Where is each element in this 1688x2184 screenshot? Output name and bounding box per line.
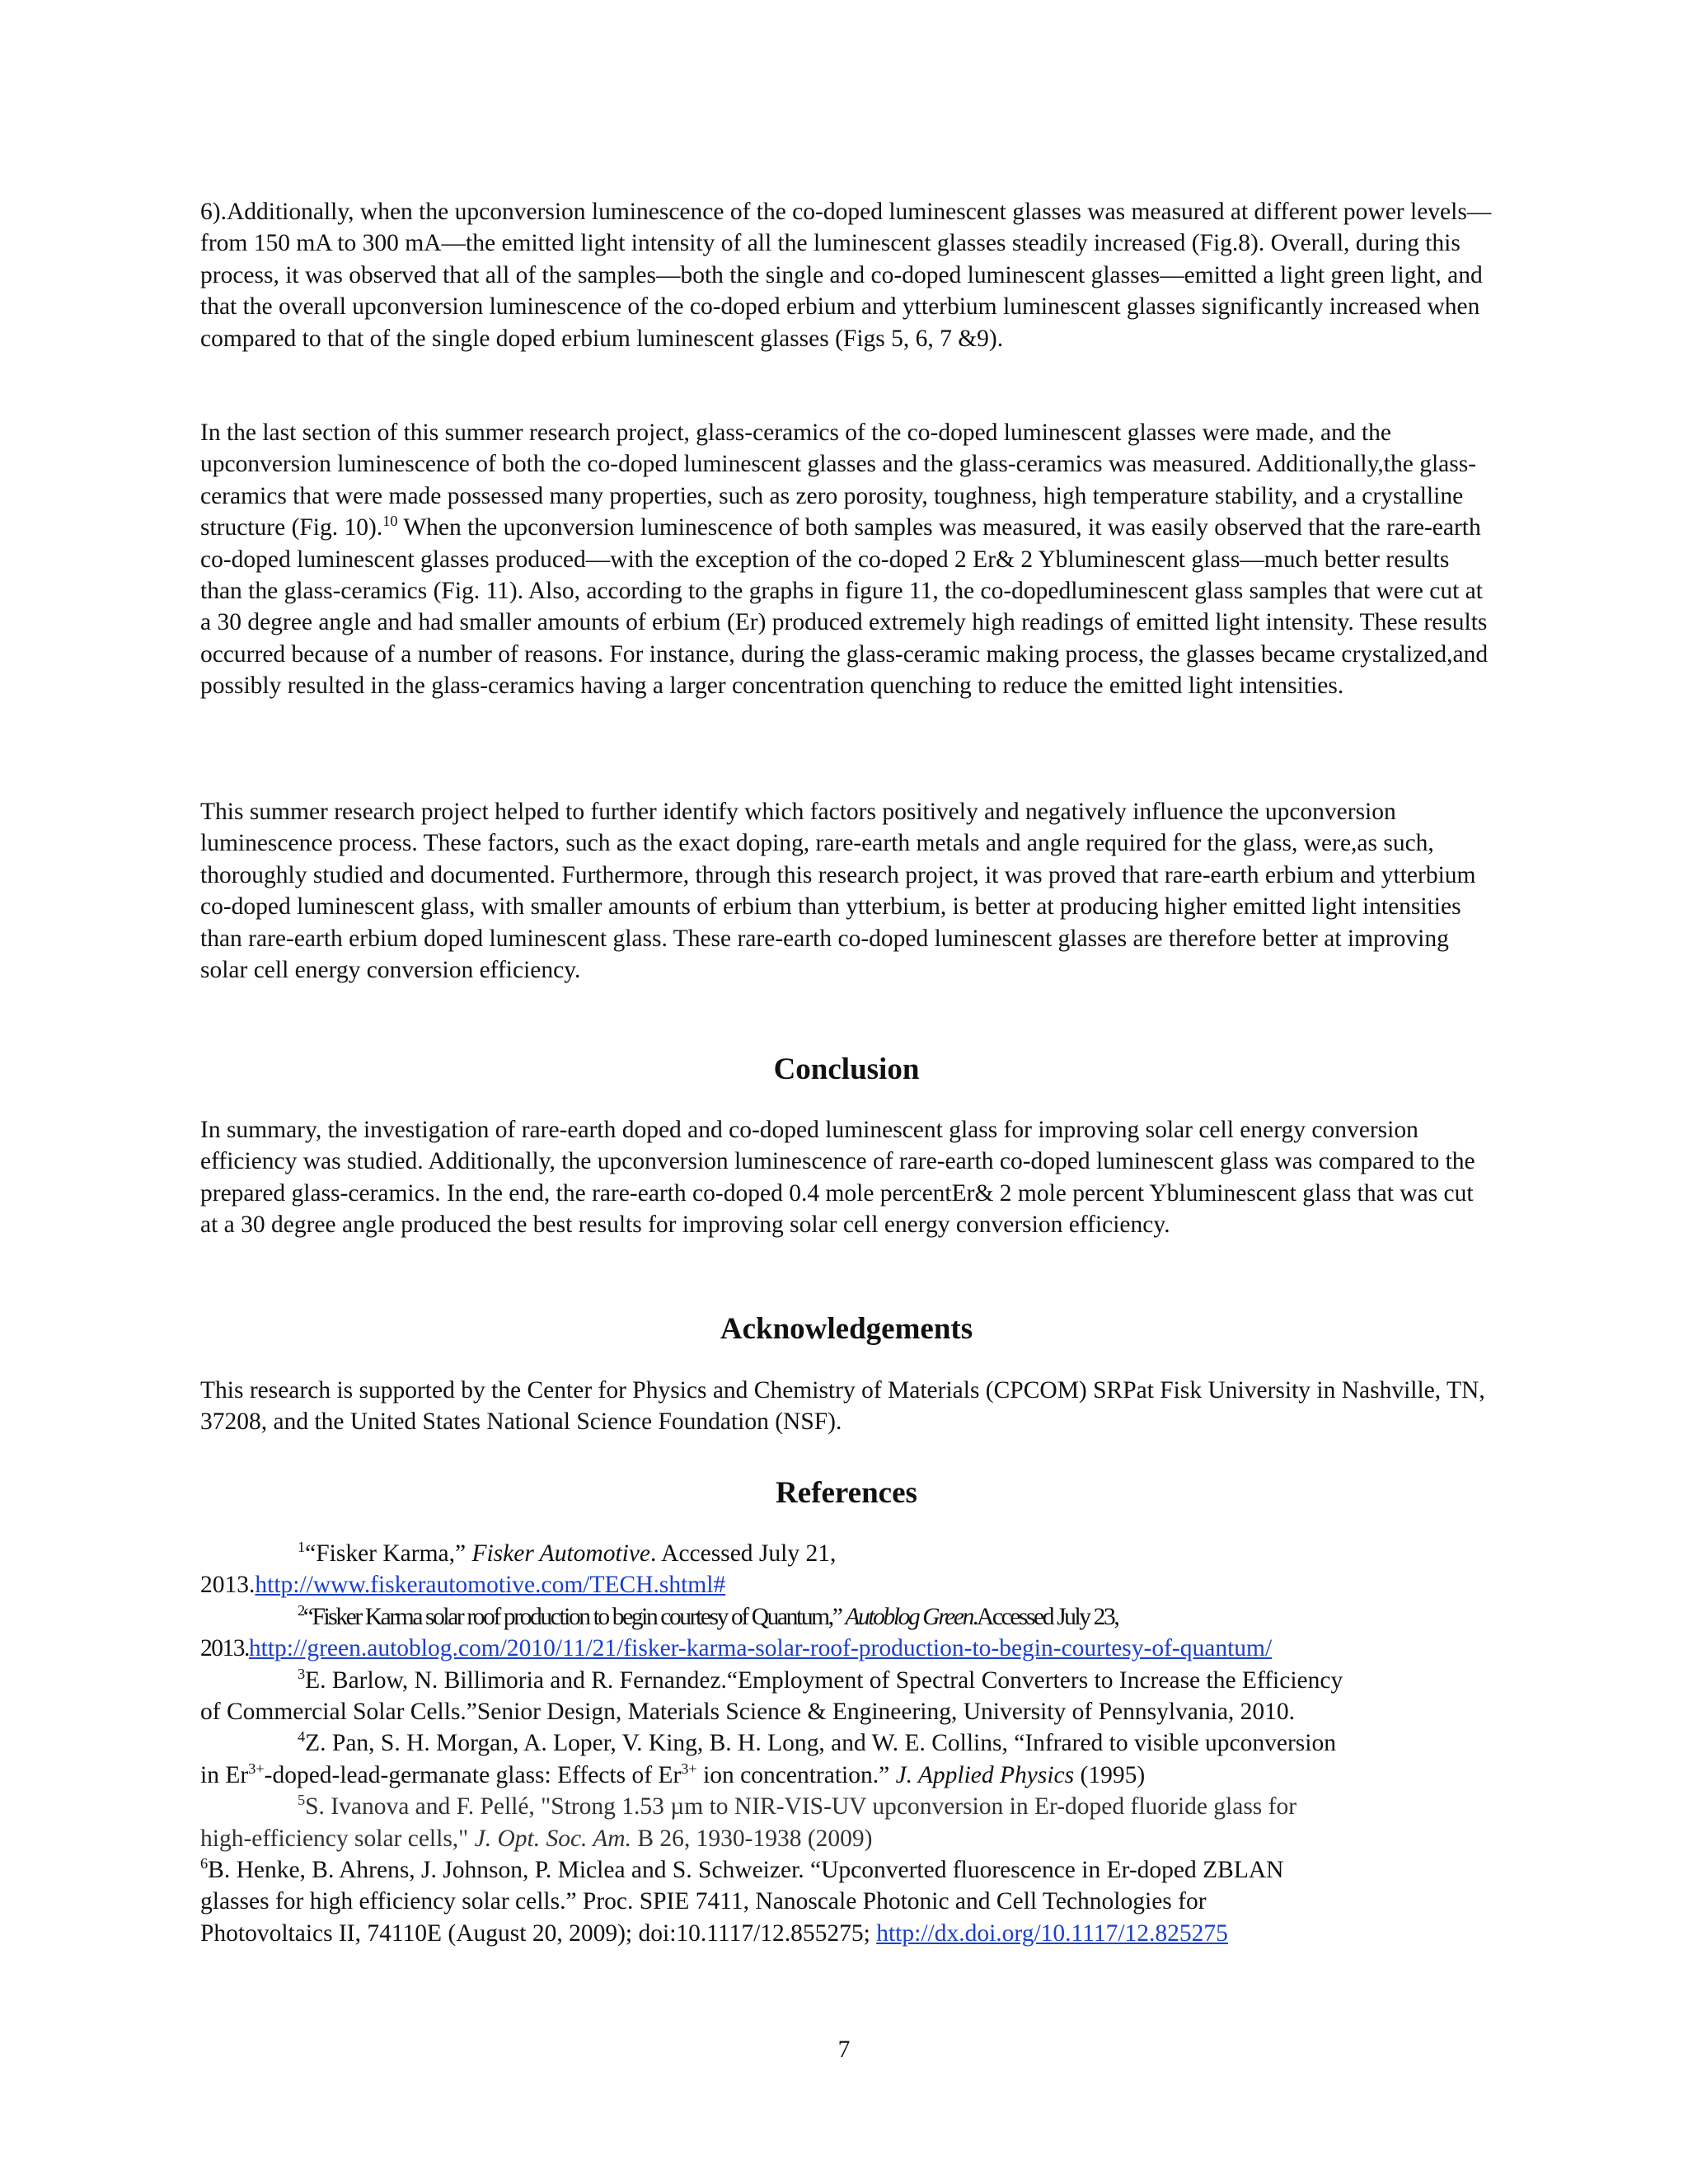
reference-4-line-2-b: -doped-lead-germanate glass: Effects of Er	[264, 1761, 682, 1788]
reference-3-line-2: of Commercial Solar Cells.”Senior Design, Materials Science & Engineering, University of Pennsylvania, 2010.	[200, 1699, 1296, 1726]
reference-3-line-1: E. Barlow, N. Billimoria and R. Fernandez.“Employment of Spectral Converters to Increase the Efficiency	[305, 1666, 1343, 1694]
reference-6-line-3: Photovoltaics II, 74110E (August 20, 2009); doi:10.1117/12.855275;	[200, 1919, 877, 1947]
reference-3-number: 3	[298, 1665, 306, 1682]
reference-2-title: “Fisker Karma solar roof production to begin courtesy of Quantum,”	[302, 1603, 846, 1630]
reference-5	[200, 1791, 1493, 1854]
reference-2-source: Autoblog Green	[845, 1603, 973, 1630]
references-heading-block	[200, 1475, 1493, 1511]
reference-6-link[interactable]: http://dx.doi.org/10.1117/12.825275	[876, 1919, 1228, 1947]
body-paragraph-2	[200, 417, 1493, 702]
reference-5-journal: J. Opt. Soc. Am.	[474, 1825, 631, 1852]
conclusion-text-block	[200, 1114, 1493, 1241]
reference-1-title: “Fisker Karma,”	[305, 1540, 472, 1567]
body-paragraph-2-part-b: When the upconversion luminescence of both samples was measured, it was easily observed that the rare-earth co-doped luminescent glasses produced—with the exception of the co-doped 2 Er& 2 Ybluminescent glass—much better results than the glass-ceramics (Fig. 11). Also, according to the graphs in figure 11, the co-dopedluminescent glass samples that were cut at a 30 degree angle and had smaller amounts of erbium (Er) produced extremely high readings of emitted light intensity. These results occurred because of a number of reasons. For instance, during the glass-ceramic making process, the glasses became crystalized,and possibly resulted in the glass-ceramics having a larger concentration quenching to reduce the emitted light intensities.	[200, 514, 1489, 700]
reference-3	[200, 1665, 1493, 1728]
reference-2	[200, 1601, 1493, 1665]
references-list	[200, 1538, 1493, 1949]
reference-5-line-1: S. Ivanova and F. Pellé, "Strong 1.53 µm to NIR-VIS-UV upconversion in Er-doped fluoride glass for	[305, 1793, 1297, 1821]
body-paragraph-3: This summer research project helped to further identify which factors positively and negatively influence the upconversion luminescence process. These factors, such as the exact doping, rare-earth metals and angle required for the glass, were,as such, thoroughly studied and documented. Furthermore, through this research project, it was proved that rare-earth erbium and ytterbium co-doped luminescent glass, with smaller amounts of erbium than ytterbium, is better at producing higher emitted light intensities than rare-earth erbium doped luminescent glass. These rare-earth co-doped luminescent glasses are therefore better at improving solar cell energy conversion efficiency.	[200, 799, 1476, 984]
reference-1-year: 2013.	[200, 1572, 256, 1599]
acknowledgements-text: This research is supported by the Center for Physics and Chemistry of Materials (CPCOM) SRPat Fisk University in Nashville, TN, 37208, and the United States National Science Foundation (NSF).	[200, 1377, 1485, 1436]
reference-6	[200, 1854, 1493, 1949]
reference-4-superscript-b: 3+	[681, 1760, 697, 1778]
reference-1-link[interactable]: http://www.fiskerautomotive.com/TECH.shtml#	[255, 1572, 726, 1599]
reference-2-number: 2	[298, 1601, 303, 1619]
conclusion-text: In summary, the investigation of rare-earth doped and co-doped luminescent glass for improving solar cell energy conversion efficiency was studied. Additionally, the upconversion luminescence of rare-earth co-doped luminescent glass was compared to the prepared glass-ceramics. In the end, the rare-earth co-doped 0.4 mole percentEr& 2 mole percent Ybluminescent glass that was cut at a 30 degree angle produced the best results for improving solar cell energy conversion efficiency.	[200, 1117, 1475, 1239]
reference-2-accessed: .Accessed July 23,	[972, 1603, 1118, 1630]
reference-5-line-2: high-efficiency solar cells,"	[200, 1825, 475, 1852]
reference-4-superscript-a: 3+	[248, 1760, 265, 1778]
body-paragraph-3-block	[200, 796, 1493, 986]
body-paragraph-2-block	[200, 417, 1493, 702]
body-paragraph-1: 6).Additionally, when the upconversion luminescence of the co-doped luminescent glasses was measured at different power levels—from 150 mA to 300 mA—the emitted light intensity of all the luminescent glasses steadily increased (Fig.8). Overall, during this process, it was observed that all of the samples—both the single and co-doped luminescent glasses—emitted a light green light, and that the overall upconversion luminescence of the co-doped erbium and ytterbium luminescent glasses significantly increased when compared to that of the single doped erbium luminescent glasses (Figs 5, 6, 7 &9).	[200, 199, 1492, 352]
reference-1	[200, 1538, 1493, 1601]
conclusion-heading: Conclusion	[773, 1052, 920, 1086]
reference-4-year: (1995)	[1074, 1761, 1146, 1788]
reference-1-source: Fisker Automotive	[471, 1540, 651, 1567]
page-number: 7	[837, 2036, 851, 2063]
reference-6-line-2: glasses for high efficiency solar cells.” Proc. SPIE 7411, Nanoscale Photonic and Cell Technologies for	[200, 1888, 1207, 1915]
references-heading: References	[776, 1476, 917, 1510]
reference-4-line-2-a: in Er	[200, 1761, 249, 1788]
reference-1-number: 1	[298, 1539, 306, 1556]
acknowledgements-text-block	[200, 1375, 1493, 1438]
acknowledgements-heading-block	[200, 1311, 1493, 1347]
body-paragraph-1-block	[200, 196, 1493, 354]
reference-4-journal: J. Applied Physics	[895, 1761, 1075, 1788]
reference-5-tail: B 26, 1930-1938 (2009)	[631, 1825, 873, 1852]
reference-6-number: 6	[200, 1855, 209, 1872]
reference-6-line-1: B. Henke, B. Ahrens, J. Johnson, P. Miclea and S. Schweizer. “Upconverted fluorescence in Er-doped ZBLAN	[208, 1857, 1284, 1884]
reference-4-line-2-c: ion concentration.”	[696, 1761, 896, 1788]
reference-4-line-1: Z. Pan, S. H. Morgan, A. Loper, V. King, B. H. Long, and W. E. Collins, “Infrared to visible upconversion	[305, 1730, 1336, 1757]
citation-superscript: 10	[382, 513, 398, 530]
reference-4	[200, 1727, 1493, 1791]
conclusion-heading-block	[200, 1052, 1493, 1088]
reference-2-year: 2013.	[200, 1635, 249, 1662]
reference-2-link[interactable]: http://green.autoblog.com/2010/11/21/fisker-karma-solar-roof-production-to-begin-courtesy-of-quantum/	[248, 1635, 1273, 1662]
body-paragraph-2-part-a: In the last section of this summer research project, glass-ceramics of the co-doped luminescent glasses were made, and the upconversion luminescence of both the co-doped luminescent glasses and the glass-ceramics was measured. Additionally,the glass-ceramics that were made possessed many properties, such as zero porosity, toughness, high temperature stability, and a crystalline structure (Fig. 10).	[200, 419, 1477, 541]
reference-4-number: 4	[298, 1728, 306, 1746]
reference-1-accessed: . Accessed July 21,	[650, 1540, 837, 1567]
reference-5-number: 5	[298, 1792, 306, 1809]
acknowledgements-heading: Acknowledgements	[720, 1312, 973, 1346]
